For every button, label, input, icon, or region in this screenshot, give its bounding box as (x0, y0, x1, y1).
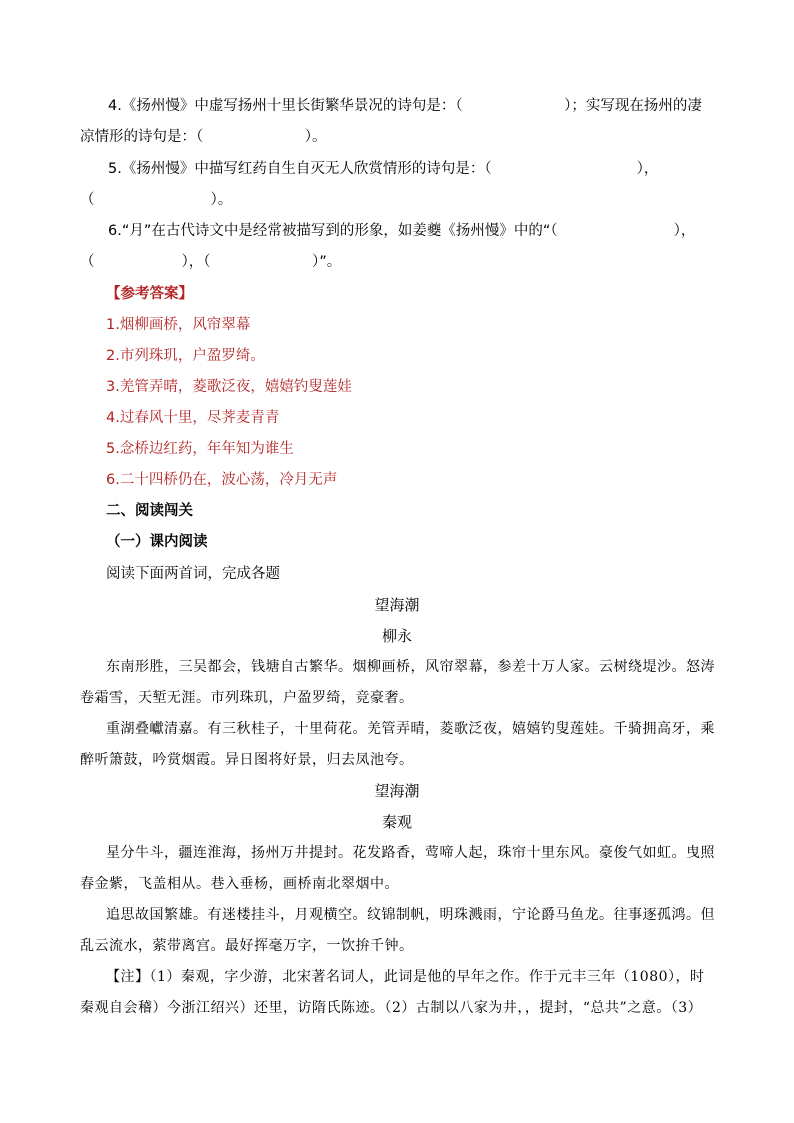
answer-item: 5.念桥边红药，年年知为谁生 (106, 441, 294, 457)
poem-1-line: 卷霜雪，天堑无涯。市列珠玑，户盈罗绮，竞豪奢。 (80, 690, 414, 706)
question-4-line-2: 凉情形的诗句是：（ ）。 (80, 129, 327, 145)
question-5-line-1: 5.《扬州慢》中描写红药自生自灭无人欣赏情形的诗句是：（ ）， (108, 161, 659, 177)
note-line-2: 秦观自会稽）今浙江绍兴）还里，访隋氏陈迹。（2）古制以八家为井，，提封，“总共”之意。（3） (80, 1000, 703, 1016)
question-4-line-1: 4.《扬州慢》中虚写扬州十里长街繁华景况的诗句是：（ ）；实写现在扬州的凄 (108, 98, 702, 114)
poem-1-line: 东南形胜，三吴都会，钱塘自古繁华。烟柳画桥，风帘翠幕，参差十万人家。云树绕堤沙。怒涛 (106, 659, 715, 675)
poem-2-line: 星分牛斗，疆连淮海，扬州万井提封。花发路香，莺啼人起，珠帘十里东风。豪俊气如虹。曳照 (106, 845, 715, 861)
section-2-title: 二、阅读闯关 (106, 503, 193, 519)
section-2-subtitle: （一）课内阅读 (106, 534, 208, 550)
answer-item: 4.过春风十里，尽荠麦青青 (106, 410, 280, 426)
answer-item: 3.羌管弄晴，菱歌泛夜，嬉嬉钓叟莲娃 (106, 379, 352, 395)
poem-1-line: 重湖叠巘清嘉。有三秋桂子，十里荷花。羌管弄晴，菱歌泛夜，嬉嬉钓叟莲娃。千骑拥高牙，乘 (106, 721, 715, 737)
question-6-line-1: 6.“月”在古代诗文中是经常被描写到的形象，如姜夔《扬州慢》中的“（ ）， (108, 223, 696, 239)
poem-2-author: 秦观 (381, 813, 412, 831)
poem-1-title: 望海潮 (374, 596, 420, 614)
answer-item: 6.二十四桥仍在，波心荡，冷月无声 (106, 472, 338, 488)
answers-heading: 【参考答案】 (106, 286, 193, 302)
question-5-line-2: （ ）。 (80, 192, 233, 208)
poem-2-line: 追思故国繁雄。有迷楼挂斗，月观横空。纹锦制帆，明珠溅雨，宁论爵马鱼龙。往事逐孤鸿。但 (106, 907, 715, 923)
note-line-1: 【注】（1）秦观，字少游，北宋著名词人，此词是他的早年之作。作于元丰三年（1080），时 (106, 969, 705, 985)
poem-1-line: 醉听箫鼓，吟赏烟霞。异日图将好景，归去凤池夸。 (80, 752, 414, 768)
reading-instruction: 阅读下面两首词，完成各题 (106, 566, 280, 582)
poem-2-title: 望海潮 (374, 782, 420, 800)
answer-item: 2.市列珠玑，户盈罗绮。 (106, 348, 265, 364)
poem-2-line: 春金紫，飞盖相从。巷入垂杨，画桥南北翠烟中。 (80, 876, 399, 892)
question-6-line-2: （ ），（ ）”。 (80, 254, 342, 270)
poem-2-line: 乱云流水，萦带离宫。最好挥毫万字，一饮拚千钟。 (80, 938, 414, 954)
answer-item: 1.烟柳画桥，风帘翠幕 (106, 317, 251, 333)
poem-1-author: 柳永 (381, 627, 412, 645)
